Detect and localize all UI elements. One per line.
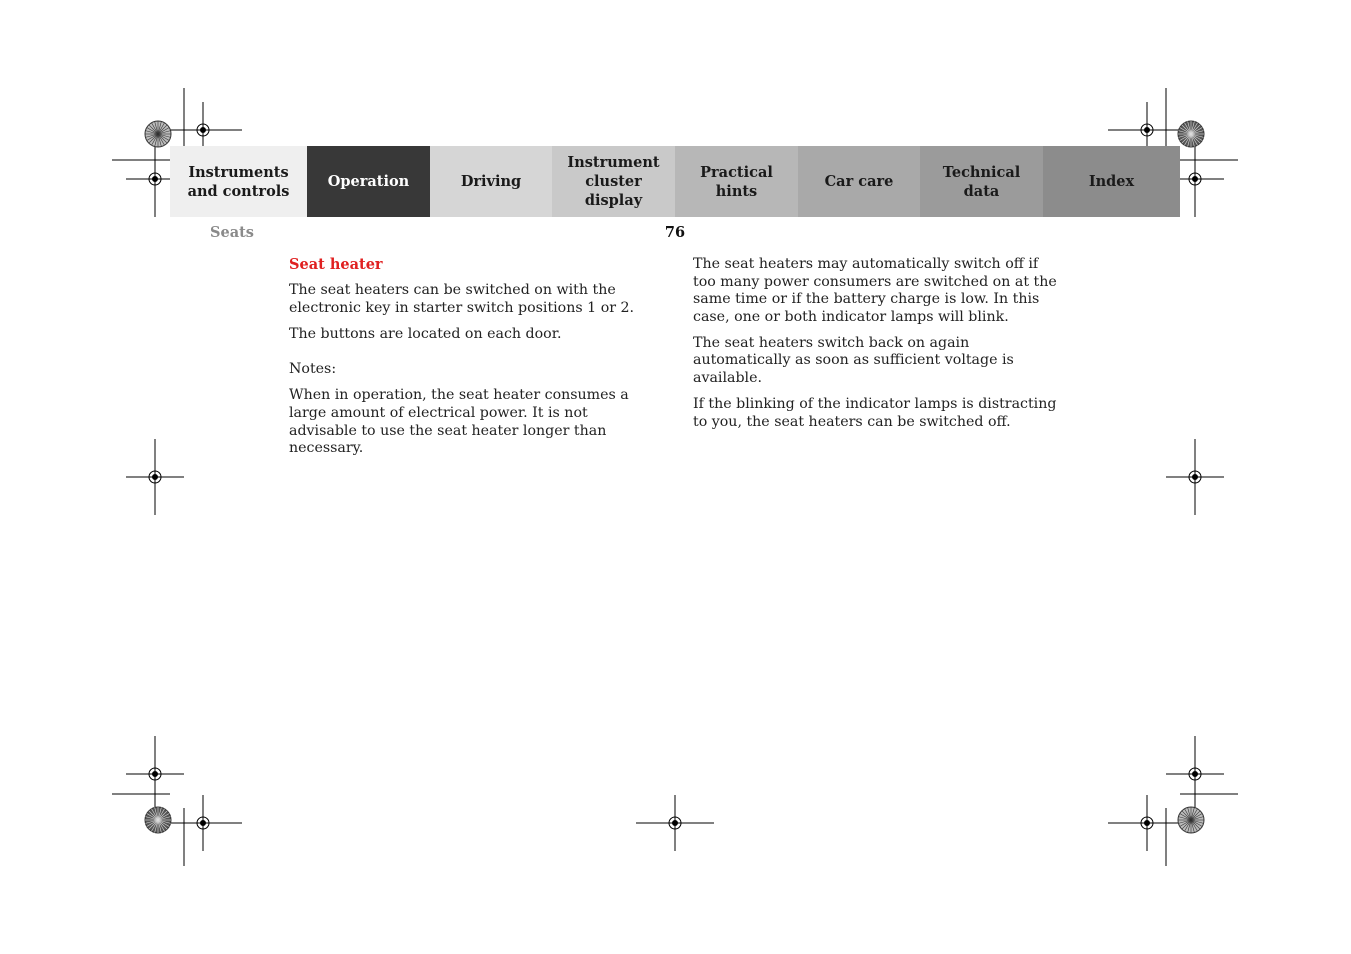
tab-car-care[interactable]: Car care <box>798 146 920 217</box>
paragraph: The seat heaters may automatically switch off if too many power consumers are switched on at the same time or if the battery charge is low. In this case, one or both indicator lamps will blink. <box>693 256 1057 325</box>
registration-dot <box>673 821 678 826</box>
registration-dot <box>1193 475 1198 480</box>
registration-dot <box>153 177 158 182</box>
notes-label: Notes: <box>289 361 337 378</box>
tab-index[interactable]: Index <box>1043 146 1180 217</box>
registration-dot <box>1145 128 1150 133</box>
paragraph: The seat heaters can be switched on with the electronic key in starter switch positions 1 or 2. <box>289 282 635 316</box>
registration-dot <box>153 475 158 480</box>
registration-dot <box>1193 772 1198 777</box>
section-heading: Seat heater <box>289 256 383 273</box>
paragraph: The buttons are located on each door. <box>289 325 562 342</box>
section-label: Seats <box>210 224 254 241</box>
chapter-tab-bar <box>170 146 1180 217</box>
registration-dot <box>201 821 206 826</box>
tab-instruments-and-controls[interactable]: Instruments and controls <box>170 146 307 217</box>
page-number: 76 <box>664 224 686 241</box>
right-column <box>693 256 1063 440</box>
tab-technical-data[interactable]: Technical data <box>920 146 1043 217</box>
note-paragraph: When in operation, the seat heater consumes a large amount of electrical power. It is not advisable to use the seat heater longer than necessary. <box>289 387 629 457</box>
registration-dot <box>153 772 158 777</box>
tab-instrument-cluster-display[interactable]: Instrument cluster display <box>552 146 675 217</box>
registration-dot <box>1193 177 1198 182</box>
tab-practical-hints[interactable]: Practical hints <box>675 146 798 217</box>
paragraph: If the blinking of the indicator lamps is distracting to you, the seat heaters can be switched off. <box>693 396 1057 430</box>
left-column <box>289 256 659 466</box>
paragraph: The seat heaters switch back on again automatically as soon as sufficient voltage is available. <box>693 334 1014 387</box>
tab-driving[interactable]: Driving <box>430 146 552 217</box>
registration-dot <box>201 128 206 133</box>
tab-operation[interactable]: Operation <box>307 146 430 217</box>
registration-dot <box>1145 821 1150 826</box>
